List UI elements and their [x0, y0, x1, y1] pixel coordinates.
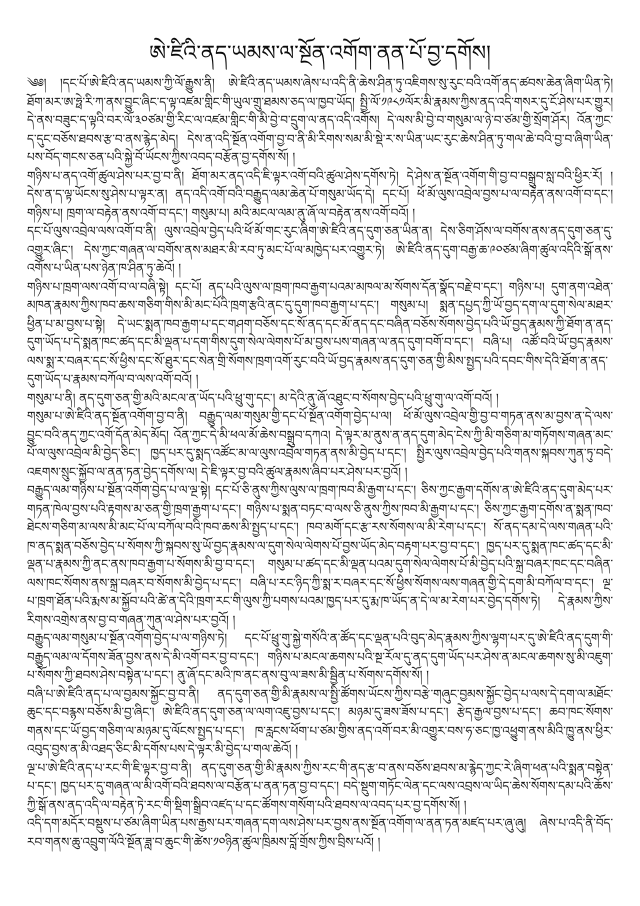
paragraph: བརྒྱུད་ལམ་གསུམ་པ་སྔོན་འགོག་བྱེད་པ་ལ་གཉིས་ཏེ། དང་པོ་ཕྲུ་གུ་སྐྱེ་གསོའི་ན་ཚོད་དང་ལྡན་པའི་བུད་མེད་རྣམས་ཀྱིས་ལྷག་པར་དུ་ཨེ་ཛིའི་ནད་དུག་གི་བརྒྱུད་ལམ་ལ་དོགས་ཟོན་བྱས་ནས་དེ་མི་འགོ་བར་བྱ་བ་དང་། གཉིས་པ་མངལ་ཆགས་པའི་སྔ་རོལ་དུ་ནད་དུག་ཡོད་པར་ཤེས་ན་མངལ་ཆགས་སུ་མི་འཇུག་པ་སོགས་ཀྱི་ཐབས་ཤེས་བསྟེན་པ་དང་། ནུ་ཞོ་དང་མའི་ཁ་ནང་ནས་བུ་ལ་ཟས་མི་སྦྱིན་པ་སོགས་དགོས་སོ། ། — [27, 631, 613, 682]
document-body — [0, 72, 640, 851]
paragraph: གསུམ་པ་ཨེ་ཛིའི་ནད་སྔོན་འགོག་བྱ་བ་ནི། བརྒྱུད་ལམ་གསུམ་གྱི་དང་པོ་སྔོན་འགོག་བྱེད་པ་ལ། ཕོ་མོ་ལུས་འབྲེལ་གྱི་བྱ་བ་གཏན་ནས་མ་བྱས་ན་དེ་ལས་བྱུང་བའི་ནད་ཀྱང་འགོ་དོན་མེད་མོད། འོན་ཀྱང་དེ་མི་ཕལ་མོ་ཆེས་བསྒྲུབ་དཀའ། དེ་ལྟར་མ་ནུས་ན་ནད་དུག་མེད་ངེས་ཀྱི་མི་གཅིག་མ་གཏོགས་གཞན་མང་པོ་ལ་ལུས་འབྲེལ་མི་བྱེད་ཅིང་། ཁྱད་པར་དུ་སྨད་འཚོང་མ་ལ་ལུས་འབྲེལ་གཏན་ནས་མི་བྱེད་པ་དང་། སྤྱིར་ལུས་འབྲེལ་བྱེད་པའི་གནས་སྐབས་ཀུན་ཏུ་བདེ་འཇགས་སྲུང་སྐྱོབ་ལ་ནན་ཏན་བྱེད་དགོས་ལ། དེ་ཇི་ལྟར་བྱ་བའི་ཚུལ་རྣམས་ཞིབ་པར་ཤེས་པར་བྱའོ། ། — [27, 409, 613, 479]
page-title: ཨེ་ཛིའི་ནད་ཡམས་ལ་སྔོན་འགོག་ནན་པོ་བྱ་དགོས། — [149, 41, 491, 65]
paragraph: ལྔ་པ་ཨེ་ཛིའི་ནད་པ་རང་གི་ཇི་ལྟར་བྱ་བ་ནི། ནད་དུག་ཅན་གྱི་མི་རྣམས་ཀྱིས་རང་གི་ནད་རྩ་བ་ནས་བཅོས་ཐབས་མ་རྙེད་ཀྱང་རེ་ཞིག་ཕན་པའི་སྨན་བསྟེན་པ་དང་། ཁྱད་པར་དུ་གཞན་ལ་མི་འགོ་བའི་ཐབས་ལ་བརྩོན་པ་ནན་ཏན་བྱ་བ་དང་། བདེ་སྡུག་གཏོང་ལེན་དང་ལས་འབྲས་ལ་ཡིད་ཆེས་སོགས་དམ་པའི་ཆོས་ཀྱི་སྒོ་ནས་ནད་འདི་ལ་བརྟེན་ཏེ་རང་གི་སྡིག་སྒྲིབ་འཛད་པ་དང་ཚོགས་གསོག་པའི་ཐབས་ལ་འབད་པར་བྱ་དགོས་སོ། ། — [27, 760, 613, 812]
paragraph: གཉིས་པ་ནད་འགོ་ཚུལ་ཤེས་པར་བྱ་བ་ནི། ཐོག་མར་ནད་འདི་ཇི་ལྟར་འགོ་བའི་ཚུལ་ཤེས་དགོས་ཏེ། དེ་ཤེས་ན་སྔོན་འགོག་གི་བྱ་བ་བསྒྲུབ་སླ་བའི་ཕྱིར་རོ། །དེས་ན་ད་ལྟ་ཡོངས་སུ་ཤེས་པ་ལྟར་ན། ནད་འདི་འགོ་བའི་བརྒྱུད་ལམ་ཆེན་པོ་གསུམ་ཡོད་དེ། དང་པོ། ཕོ་མོ་ལུས་འབྲེལ་བྱས་པ་ལ་བརྟེན་ནས་འགོ་བ་དང་། གཉིས་པ། ཁྲག་ལ་བརྟེན་ནས་འགོ་བ་དང་། གསུམ་པ། མའི་མངལ་ལམ་ནུ་ཞོ་ལ་བརྟེན་ནས་འགོ་བའོ། ། — [27, 168, 613, 220]
paragraph: བཞི་པ་ཨེ་ཛིའི་ནད་པ་ལ་བྱམས་སྐྱོང་བྱ་བ་ནི། ནད་དུག་ཅན་གྱི་མི་རྣམས་ལ་སྤྱི་ཚོགས་ཡོངས་ཀྱིས་བརྩེ་གཞུང་བྱམས་སྐྱོང་བྱེད་པ་ལས་དེ་དག་ལ་མཐོང་ཆུང་དང་བརྙས་བཅོས་མི་བྱ་ཞིང་། ཨེ་ཛིའི་ནད་དུག་ཅན་ལ་ལག་འཇུ་བྱས་པ་དང་། མཉམ་དུ་ཟས་ཟོས་པ་དང་། རྩེད་རྒྱལ་བྱས་པ་དང་། ཆབ་ཁང་སོགས་གནས་དང་ཡོ་བྱད་གཅིག་ལ་མཉམ་དུ་ལོངས་སྤྱད་པ་དང་། ཁ་རླངས་ཕོག་པ་ཙམ་གྱིས་ནད་འགོ་བར་མི་འགྱུར་བས་ཧ་ཅང་ཁྱ་འཕྱུག་ནས་མིའི་ཁྱུ་ནས་ཕྱིར་འབུད་བྱས་ན་མི་འཐད་ཅིང་མི་དགོས་པས་དེ་ལྟར་མི་བྱེད་པ་གལ་ཆེའོ། ། — [27, 686, 613, 756]
paragraph: དང་པོ་ལུས་འབྲེལ་ལས་འགོ་བ་ནི། ལུས་འབྲེལ་བྱེད་པའི་ཕོ་མོ་གང་རུང་ཞིག་ཨེ་ཛིའི་ནད་དུག་ཅན་ཡིན་ན། དེས་ཅིག་ཤོས་ལ་བགོས་ནས་ནད་དུག་ཅན་དུ་འགྱུར་ཞིང་། དེས་ཀྱང་གཞན་ལ་བགོས་ནས་མཐར་མི་རབ་ཏུ་མང་པོ་ལ་མཁྱེད་པར་འགྱུར་ཏེ། ཨེ་ཛིའི་ནད་དུག་བརྒྱ་ཆ་༩༠ཙམ་ཞིག་ཚུལ་འདིའི་སྒོ་ནས་འགོས་པ་ཡིན་པས་ཉེན་ཁ་ཤིན་ཏུ་ཆེའོ། ། — [27, 224, 613, 275]
paragraph: ༄༅། །དང་པོ་ཨེ་ཛིའི་ནད་ཡམས་ཀྱི་ལོ་རྒྱུས་ནི། ཨེ་ཛིའི་ནད་ཡམས་ཞེས་པ་འདི་ནི་ཆེས་ཤིན་ཏུ་འཇིགས་སུ་རུང་བའི་འགོ་ནད་ཚབས་ཆེན་ཞིག་ཡིན་ཏེ། ཐོག་མར་ཨ་ཧྥེ་རི་ཀ་ནས་བྱུང་ཞིང་ད་ལྟ་འཛམ་གླིང་གི་ཡུལ་གྲུ་ཐམས་ཅད་ལ་ཁྱབ་ཡོད། སྤྱི་ལོ་༡༩༨༡ལོར་མི་རྣམས་ཀྱིས་ནད་འདི་གསར་དུ་ངོ་ཤེས་པར་གྱུར། དེ་ནས་བཟུང་ད་ལྟའི་བར་ལོ་༣༠ཙམ་གྱི་རིང་ལ་འཛམ་གླིང་གི་མི་བྱེ་བ་དྲུག་ལ་ནད་འདི་འགོས། དེ་ལས་མི་བྱེ་བ་གསུམ་ལ་ཉེ་བ་ཙམ་གྱི་སྲོག་ཤོར། འོན་ཀྱང་ད་དུང་བཅོས་ཐབས་རྩ་བ་ནས་རྙེད་མེད། དེས་ན་འདི་སྔོན་འགོག་བྱ་བ་ནི་མི་རིགས་སམ་མི་སྡེ་ར་ས་ཡིན་ཡང་རུང་ཆེས་ཤིན་ཏུ་གལ་ཆེ་བའི་བྱ་བ་ཞིག་ཡིན་པས་བོད་གངས་ཅན་པའི་སྐྱེ་བོ་ཡོངས་ཀྱིས་འབད་བརྩོན་བྱ་དགོས་སོ། ། — [27, 76, 613, 164]
paragraph: གསུམ་པ་ནི། ནད་དུག་ཅན་གྱི་མའི་མངལ་ན་ཡོད་པའི་ཕྲུ་གུ་དང་། མ་དེའི་ནུ་ཞོ་འཐུང་བ་སོགས་བྱེད་པའི་ཕྲུ་གུ་ལ་འགོ་བའོ། ། — [27, 390, 499, 405]
paragraph: བརྒྱུད་ལམ་གཉིས་པ་སྔོན་འགོག་བྱེད་པ་ལ་ལྔ་སྟེ། དང་པོ་ཅི་ནུས་ཀྱིས་ལུས་ལ་ཁྲག་ཁབ་མི་རྒྱག་པ་དང་། ཅིས་ཀྱང་རྒྱག་དགོས་ན་ཨེ་ཛིའི་ནད་དུག་མེད་པར་གཏན་ཁེལ་བྱས་པའི་རྟགས་མ་ཅན་གྱི་ཁྲག་རྒྱག་པ་དང་། གཉིས་པ་སྨན་བཏང་བ་ལས་ཅི་ནུས་ཀྱིས་ཁབ་མི་རྒྱག་པ་དང་། ཅིས་ཀྱང་རྒྱག་དགོས་ན་སྨན་ཁབ་ཐེངས་གཅིག་མ་ལས་མི་མང་པོ་ལ་བཀོལ་བའི་ཁབ་ཆས་མི་སྤྱད་པ་དང་། ཁབ་མགོ་དང་རྩ་རས་སོགས་ལ་མི་རེག་པ་དང་། སོ་ནད་དམ་དེ་ལས་གཞན་པའི་ཁ་ནད་སྨན་བཅོས་བྱེད་པ་སོགས་ཀྱི་སྐབས་སུ་ཡོ་བྱད་རྣམས་ལ་དུག་སེལ་ལེགས་པོ་བྱས་ཡོད་མེད་བརྟག་པར་བྱ་བ་དང་། ཁྱད་པར་དུ་སྨན་ཁང་ཚད་དང་མི་ལྡན་པ་རྣམས་ཀྱི་ནང་ནས་ཁབ་རྒྱག་པ་སོགས་མི་བྱ་བ་དང་། གསུམ་པ་ཚད་དང་མི་ལྡན་པའམ་དུག་སེལ་ལེགས་པོ་མི་བྱེད་པའི་སྐྲ་བཞར་ཁང་དང་བཞིན་ལས་ཁང་སོགས་ནས་སྐྲ་བཞར་བ་སོགས་མི་བྱེད་པ་དང་། བཞི་པ་རང་ཉིད་ཀྱི་སྨ་ར་བཞར་དང་སོ་ཕྱིས་སོགས་ལས་གཞན་གྱི་དེ་དག་མི་བཀོལ་བ་དང་། ལྔ་པ་ཁྲག་ཐོན་པའི་རྨས་མ་སྐྱོབ་པའི་ཚེ་ན་དེའི་ཁྲག་རང་གི་ལུས་ཀྱི་པགས་པའམ་ཁྱད་པར་དུ་རྨ་ཁ་ཡོད་ན་དེ་ལ་མ་རེག་པར་བྱེད་དགོས་ཏེ། དེ་རྣམས་ཀྱིས་རིགས་འགྲེས་ནས་བྱ་བ་གཞན་ཀུན་ལ་ཤེས་པར་བྱའོ། ། — [27, 483, 613, 627]
paragraph: གཉིས་པ་ཁྲག་ལས་འགོ་བ་ལ་བཞི་སྟེ། དང་པོ། ནད་པའི་ལུས་ལ་ཁྲག་ཁབ་རྒྱག་པའམ་མཁལ་མ་སོགས་དོན་སྣོད་བརྗེ་བ་དང་། གཉིས་པ། དུག་ནག་འཐེན་མཁན་རྣམས་ཀྱིས་ཁབ་ཆས་གཅིག་གིས་མི་མང་པོའི་ཁྲག་རྩའི་ནང་དུ་དུག་ཁབ་རྒྱག་པ་དང་། གསུམ་པ། སྨན་དཔྱད་ཀྱི་ཡོ་བྱད་དག་ལ་དུག་སེལ་མཐར་ཕྱིན་པ་མ་བྱས་པ་སྟེ། དེ་ཡང་སྨན་ཁབ་རྒྱག་པ་དང་གཤག་བཅོས་དང་སོ་ནད་དང་མོ་ནད་དང་བཞིན་བཅོས་སོགས་བྱེད་པའི་ཡོ་བྱད་རྣམས་ཀྱི་ཐོག་ན་ནད་དུག་ཡོད་པ་དེ་སྨན་ཁང་ཚད་དང་མི་ལྡན་པ་དག་གིས་དུག་སེལ་ལེགས་པོ་མ་བྱས་པས་གཞན་ལ་ནད་དུག་བགོ་བ་དང་། བཞི་པ། འཚོ་བའི་ཡོ་བྱད་རྣམས་ལས་སྨ་ར་བཞར་དང་སོ་ཕྱིས་དང་སོ་ཐུར་དང་སེན་གྲི་སོགས་ཁྲག་འགོ་རུང་བའི་ཡོ་བྱད་རྣམས་ནད་དུག་ཅན་གྱི་མིས་སྤྱད་པའི་དབང་གིས་དེའི་ཐོག་ན་ནད་དུག་ཡོད་པ་རྣམས་བཀོལ་བ་ལས་འགོ་བའོ། ། — [27, 279, 613, 386]
paragraph: འདི་དག་མདོར་བསྡུས་པ་ཙམ་ཞིག་ཡིན་པས་རྒྱས་པར་གཞན་དག་ལས་ཤེས་པར་བྱས་ནས་སྔོན་འགོག་ལ་ནན་ཏན་མཛད་པར་ཞུ་ཞུ། ཞེས་པ་འདི་ནི་བོད་རབ་གནས་ཆུ་འབྲུག་ལོའི་སྔོན་ཟླ་བ་ཆུང་གི་ཚེས་༡༠ཉིན་ཚུལ་ཁྲིམས་བློ་གྲོས་ཀྱིས་བྲིས་པའོ། ། — [27, 816, 613, 849]
